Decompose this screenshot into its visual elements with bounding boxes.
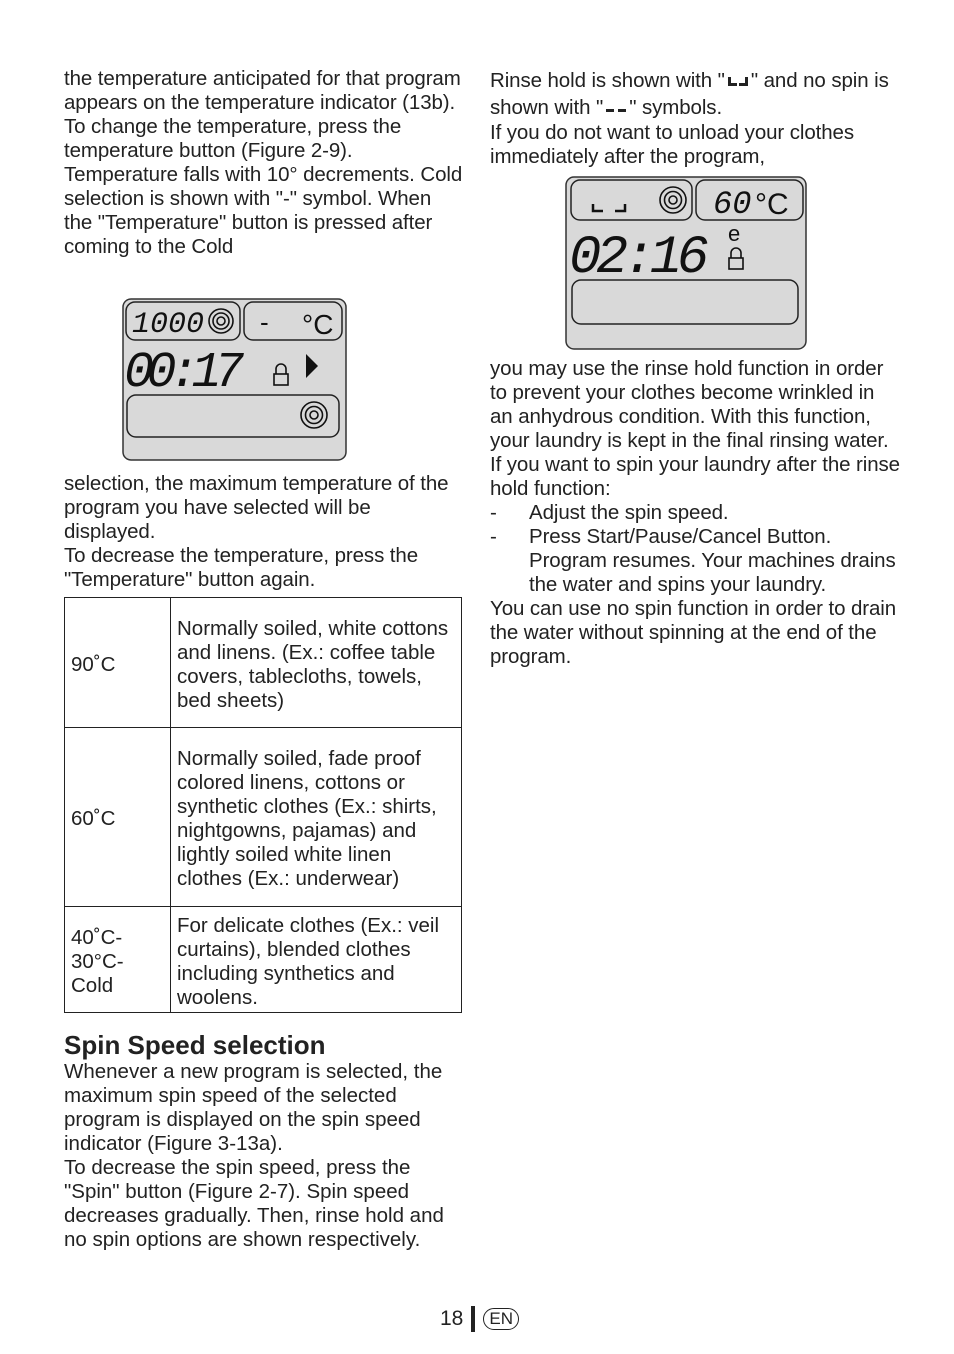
paragraph: To decrease the temperature, press the "Temperature" button again. <box>64 544 419 591</box>
lcd-display-figure-rinse-hold <box>565 176 807 351</box>
temperature-cell: 90˚C <box>65 598 171 728</box>
list-item <box>490 501 900 525</box>
description-cell: For delicate clothes (Ex.: veil curtains), blended clothes including synthetics and woolens. <box>171 907 462 1013</box>
paragraph: Whenever a new program is selected, the maximum spin speed of the selected program is displayed on the spin speed indicator (Figure 3-13a). <box>64 1060 443 1155</box>
left-column-continued <box>64 472 464 592</box>
no-spin-symbol-icon <box>603 101 629 115</box>
paragraph: you may use the rinse hold function in order to prevent your clothes become wrinkled in an anhydrous condition. With this function, your laundry is kept in the final rinsing water. If you want to spin your laundry after the rinse hold function: <box>490 357 900 500</box>
temperature-unit: °C <box>755 188 789 221</box>
language-badge: EN <box>483 1308 519 1330</box>
temperature-unit: °C <box>302 309 334 340</box>
paragraph: To change the temperature, press the temperature button (Figure 2-9). Temperature falls with 10° decrements. Cold selection is shown with "-" symbol. When the "Temperature" button is pressed after coming to the Cold <box>64 115 463 258</box>
lcd-display-figure-cold <box>122 298 347 461</box>
remaining-time-readout: 02:16 <box>569 228 709 289</box>
text: " symbols. <box>629 96 723 119</box>
table-row <box>65 728 462 907</box>
temperature-cell: 60˚C <box>65 728 171 907</box>
paragraph: selection, the maximum temperature of the program you have selected will be displayed. <box>64 472 449 543</box>
right-column-continued <box>490 357 900 669</box>
description-cell: Normally soiled, white cottons and linens. (Ex.: coffee table covers, tablecloths, towels, bed sheets) <box>171 598 462 728</box>
temperature-table <box>64 597 462 1013</box>
spin-speed-readout: 1000 <box>132 308 205 342</box>
bullet: - <box>490 525 497 548</box>
section-heading: Spin Speed selection <box>64 1030 326 1060</box>
page-footer <box>440 1306 519 1332</box>
temperature-readout: - <box>260 307 269 337</box>
paragraph: To decrease the spin speed, press the "Spin" button (Figure 2-7). Spin speed decreases gradually. Then, rinse hold and no spin options are shown respectively. <box>64 1156 444 1251</box>
list-item-text: Adjust the spin speed. <box>529 501 729 524</box>
rinse-hold-symbol-icon <box>725 74 751 88</box>
divider <box>471 1306 475 1332</box>
paragraph <box>490 67 900 121</box>
spin-section <box>64 1060 464 1252</box>
temperature-cell: 40˚C-30°C-Cold <box>65 907 171 1013</box>
description-cell: Normally soiled, fade proof colored linens, cottons or synthetic clothes (Ex.: shirts, nightgowns, pajamas) and lightly soiled white linen clothes (Ex.: underwear) <box>171 728 462 907</box>
list-item-text: Press Start/Pause/Cancel Button. Program resumes. Your machines drains the water and spins your laundry. <box>529 525 896 596</box>
bullet: - <box>490 501 497 524</box>
paragraph: You can use no spin function in order to drain the water without spinning at the end of the program. <box>490 597 897 668</box>
e-indicator: e <box>728 221 741 246</box>
paragraph: the temperature anticipated for that program appears on the temperature indicator (13b). <box>64 67 461 114</box>
text: " and no spin is shown with " <box>490 69 889 119</box>
text: Rinse hold is shown with " <box>490 69 725 92</box>
temperature-readout: 60 <box>713 186 752 223</box>
remaining-time-readout: 00:17 <box>124 345 244 402</box>
left-column <box>64 67 464 259</box>
table-row <box>65 907 462 1013</box>
page-number: 18 <box>440 1307 464 1330</box>
table-row <box>65 598 462 728</box>
paragraph: If you do not want to unload your clothes immediately after the program, <box>490 121 854 168</box>
right-column <box>490 67 900 169</box>
list-item <box>490 525 900 597</box>
